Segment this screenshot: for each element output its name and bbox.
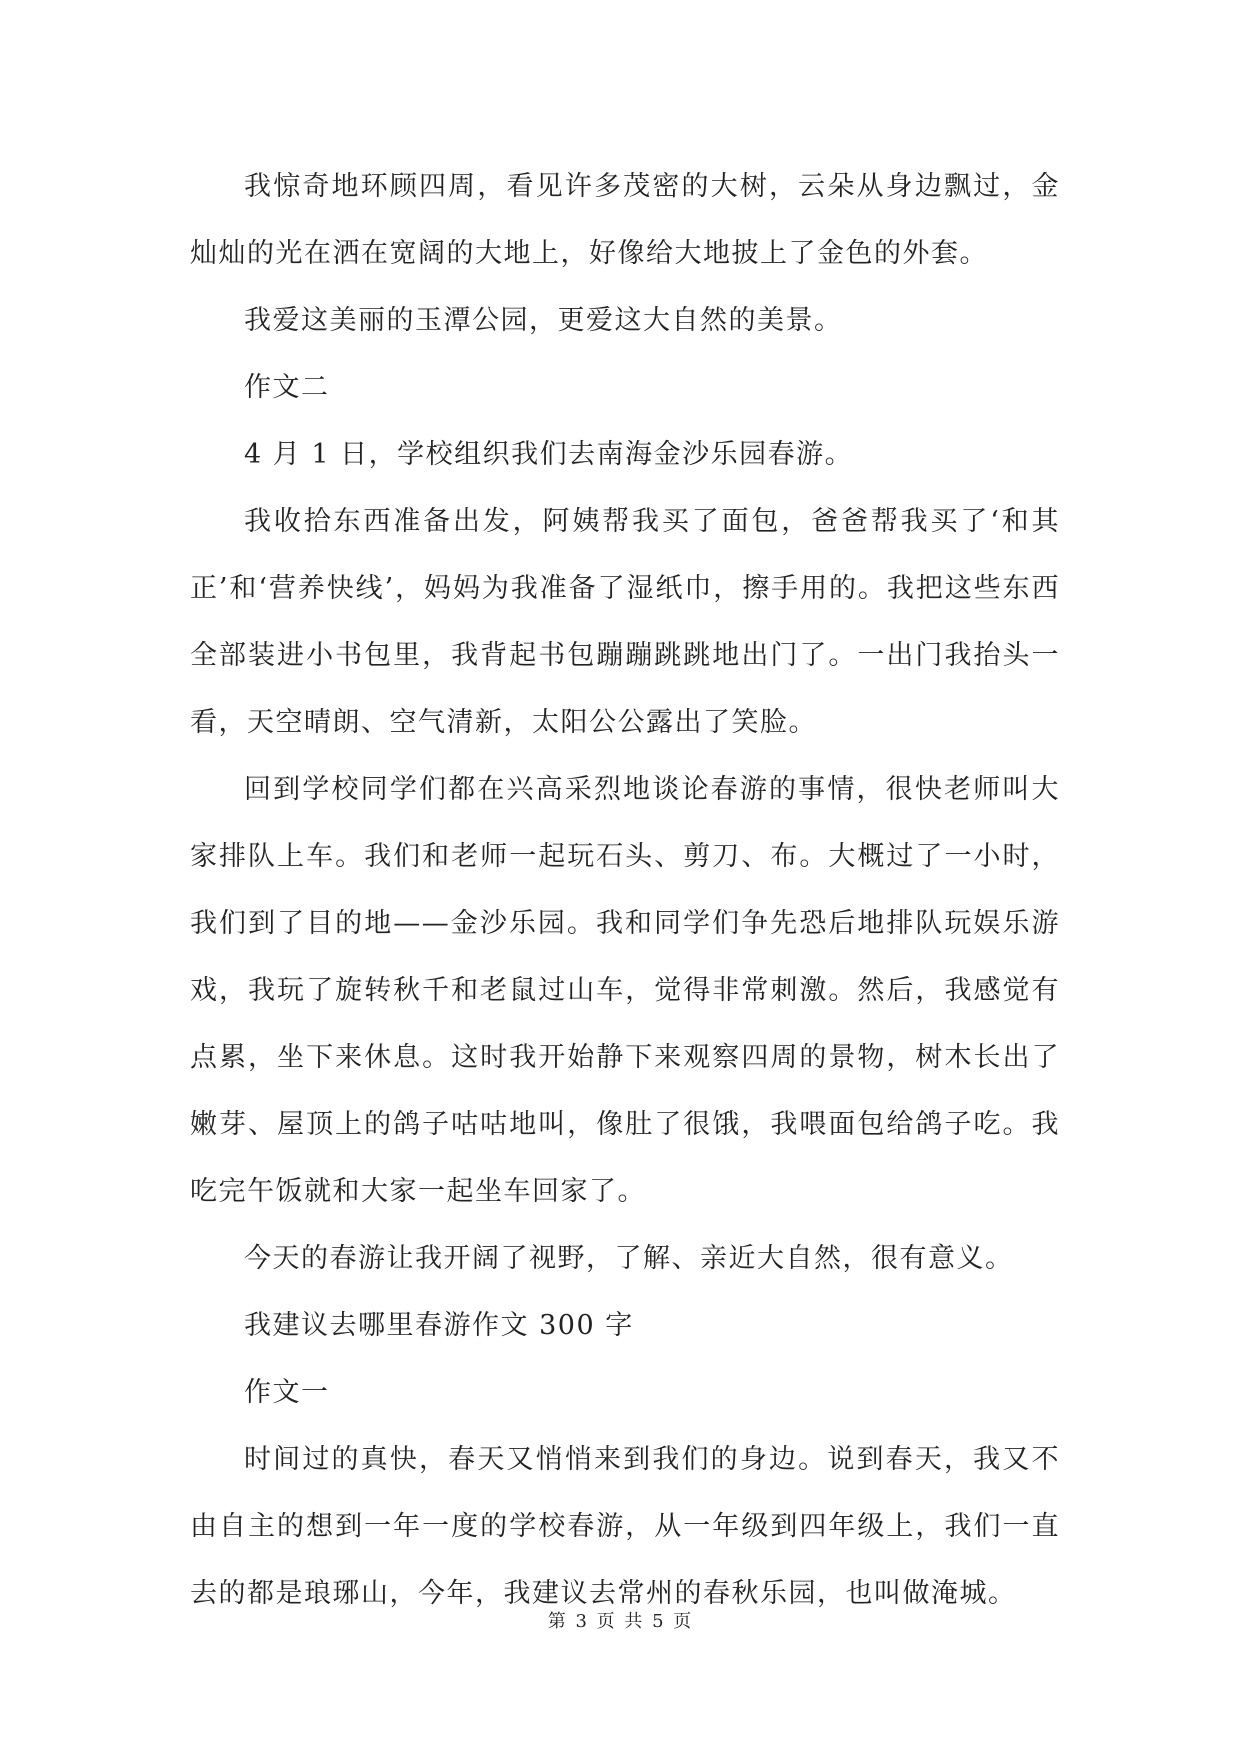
paragraph: 时间过的真快，春天又悄悄来到我们的身边。说到春天，我又不由自主的想到一年一度的学校春游，从一年级到四年级上，我们一直去的都是琅琊山，今年，我建议去常州的春秋乐园，也叫做淹城。 xyxy=(190,1444,1060,1609)
paragraph: 4 月 1 日，学校组织我们去南海金沙乐园春游。 xyxy=(244,439,854,470)
section-heading: 作文一 xyxy=(244,1377,330,1408)
document-body xyxy=(190,153,1060,1627)
paragraph: 我惊奇地环顾四周，看见许多茂密的大树，云朵从身边飘过，金灿灿的光在洒在宽阔的大地上，好像给大地披上了金色的外套。 xyxy=(190,171,1060,269)
article-title: 我建议去哪里春游作文 300 字 xyxy=(244,1310,634,1341)
section-heading: 作文二 xyxy=(244,372,330,403)
paragraph: 今天的春游让我开阔了视野，了解、亲近大自然，很有意义。 xyxy=(244,1243,1014,1274)
page-number-footer: 第 3 页 共 5 页 xyxy=(547,1611,694,1632)
paragraph: 我收拾东西准备出发，阿姨帮我买了面包，爸爸帮我买了‘和其正’和‘营养快线’，妈妈为我准备了湿纸巾，擦手用的。我把这些东西全部装进小书包里，我背起书包蹦蹦跳跳地出门了。一出门我抬头一看，天空晴朗、空气清新，太阳公公露出了笑脸。 xyxy=(190,506,1060,738)
paragraph: 回到学校同学们都在兴高采烈地谈论春游的事情，很快老师叫大家排队上车。我们和老师一起玩石头、剪刀、布。大概过了一小时，我们到了目的地——金沙乐园。我和同学们争先恐后地排队玩娱乐游戏，我玩了旋转秋千和老鼠过山车，觉得非常刺激。然后，我感觉有点累，坐下来休息。这时我开始静下来观察四周的景物，树木长出了嫩芽、屋顶上的鸽子咕咕地叫，像肚了很饿，我喂面包给鸽子吃。我吃完午饭就和大家一起坐车回家了。 xyxy=(190,774,1060,1207)
paragraph: 我爱这美丽的玉潭公园，更爱这大自然的美景。 xyxy=(244,305,843,336)
